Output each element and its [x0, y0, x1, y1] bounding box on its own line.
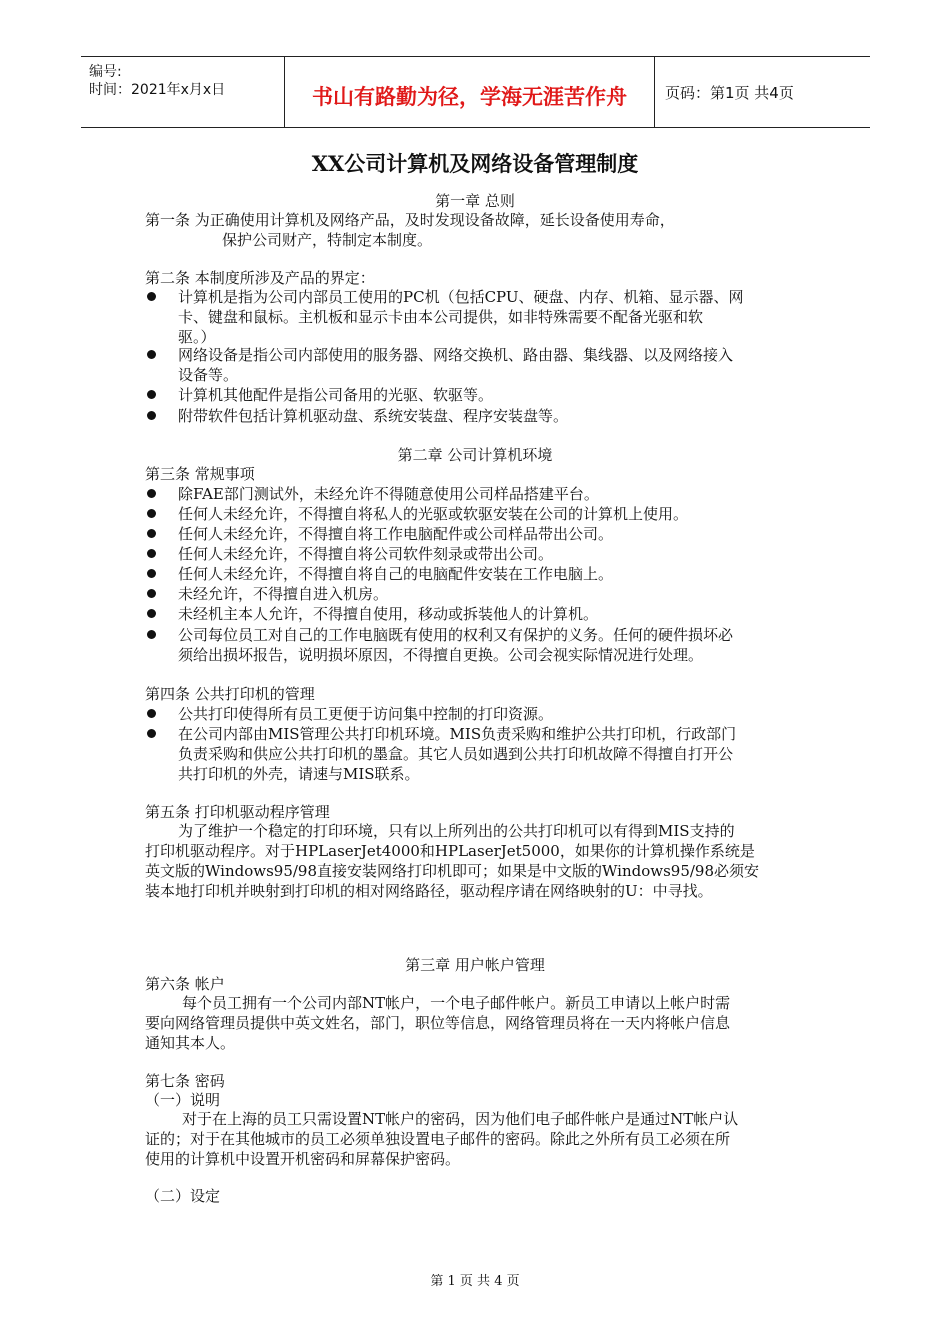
article-6: 第六条 帐户 — [145, 975, 225, 993]
list-item: 未经允许，不得擅自进入机房。 — [178, 585, 389, 603]
list-item-cont: 设备等。 — [178, 366, 239, 384]
bullet-icon — [147, 529, 156, 538]
bullet-icon — [147, 509, 156, 518]
bullet-icon — [147, 549, 156, 558]
header-motto-cell — [285, 57, 655, 127]
subsection-heading: （一）说明 — [145, 1091, 221, 1109]
chapter-2-heading: 第二章 公司计算机环境 — [397, 446, 553, 464]
article-1-cont: 保护公司财产，特制定本制度。 — [222, 231, 433, 249]
list-item: 计算机是指为公司内部员工使用的PC机（包括CPU、硬盘、内存、机箱、显示器、网 — [178, 288, 744, 306]
list-item-cont: 须给出损坏报告，说明损坏原因，不得擅自更换。公司会视实际情况进行处理。 — [178, 646, 704, 664]
paragraph-line: 打印机驱动程序。对于HPLaserJet4000和HPLaserJet5000，如果你的计算机操作系统是 — [145, 842, 755, 860]
article-5: 第五条 打印机驱动程序管理 — [145, 803, 330, 821]
list-item: 计算机其他配件是指公司备用的光驱、软驱等。 — [178, 386, 494, 404]
paragraph-line: 通知其本人。 — [145, 1034, 236, 1052]
header-page-info: 页码：第1页 共4页 — [665, 84, 794, 102]
bullet-icon — [147, 709, 156, 718]
paragraph-line: 证的；对于在其他城市的员工必须单独设置电子邮件的密码。除此之外所有员工必须在所 — [145, 1130, 731, 1148]
bullet-icon — [147, 589, 156, 598]
paragraph-line: 为了维护一个稳定的打印环境，只有以上所列出的公共打印机可以有得到MIS支持的 — [178, 822, 735, 840]
chapter-3-heading: 第三章 用户帐户管理 — [405, 956, 545, 974]
list-item: 除FAE部门测试外，未经允许不得随意使用公司样品搭建平台。 — [178, 485, 599, 503]
list-item: 在公司内部由MIS管理公共打印机环境。MIS负责采购和维护公共打印机，行政部门 — [178, 725, 737, 743]
document-header — [81, 56, 870, 128]
bullet-icon — [147, 729, 156, 738]
paragraph-line: 装本地打印机并映射到打印机的相对网络路径，驱动程序请在网络映射的U：中寻找。 — [145, 882, 713, 900]
list-item-cont: 卡、键盘和鼠标。主机板和显示卡由本公司提供，如非特殊需要不配备光驱和软 — [178, 308, 704, 326]
subsection-heading: （二）设定 — [145, 1187, 221, 1205]
chapter-1-heading: 第一章 总则 — [435, 192, 515, 210]
list-item-cont: 负责采购和供应公共打印机的墨盒。其它人员如遇到公共打印机故障不得擅自打开公 — [178, 745, 734, 763]
document-title: XX公司计算机及网络设备管理制度 — [311, 151, 639, 176]
list-item: 附带软件包括计算机驱动盘、系统安装盘、程序安装盘等。 — [178, 407, 569, 425]
list-item: 公司每位员工对自己的工作电脑既有使用的权利又有保护的义务。任何的硬件损坏必 — [178, 626, 734, 644]
paragraph-line: 使用的计算机中设置开机密码和屏幕保护密码。 — [145, 1150, 461, 1168]
paragraph-line: 英文版的Windows95/98直接安装网络打印机即可；如果是中文版的Windows95/98必须安 — [145, 862, 760, 880]
article-1: 第一条 为正确使用计算机及网络产品，及时发现设备故障，延长设备使用寿命， — [145, 211, 675, 229]
paragraph-line: 对于在上海的员工只需设置NT帐户的密码，因为他们电子邮件帐户是通过NT帐户认 — [182, 1110, 739, 1128]
article-2: 第二条 本制度所涉及产品的界定： — [145, 269, 375, 287]
article-4: 第四条 公共打印机的管理 — [145, 685, 315, 703]
bullet-icon — [147, 569, 156, 578]
list-item: 任何人未经允许，不得擅自将自己的电脑配件安装在工作电脑上。 — [178, 565, 614, 583]
bullet-icon — [147, 390, 156, 399]
list-item-cont: 共打印机的外壳，请速与MIS联系。 — [178, 765, 420, 783]
bullet-icon — [147, 292, 156, 301]
list-item: 网络设备是指公司内部使用的服务器、网络交换机、路由器、集线器、以及网络接入 — [178, 346, 734, 364]
document-time-label: 时间：2021年x月x日 — [89, 82, 226, 98]
article-3: 第三条 常规事项 — [145, 465, 255, 483]
document-number-label: 编号: — [89, 64, 122, 80]
header-motto: 书山有路勤为径，学海无涯苦作舟 — [312, 85, 627, 109]
bullet-icon — [147, 411, 156, 420]
page-footer: 第 1 页 共 4 页 — [430, 1274, 520, 1289]
list-item: 公共打印使得所有员工更便于访问集中控制的打印资源。 — [178, 705, 554, 723]
list-item: 任何人未经允许，不得擅自将工作电脑配件或公司样品带出公司。 — [178, 525, 614, 543]
bullet-icon — [147, 630, 156, 639]
bullet-icon — [147, 350, 156, 359]
list-item: 任何人未经允许，不得擅自将公司软件刻录或带出公司。 — [178, 545, 554, 563]
list-item: 未经机主本人允许，不得擅自使用，移动或拆装他人的计算机。 — [178, 605, 599, 623]
paragraph-line: 要向网络管理员提供中英文姓名，部门，职位等信息，网络管理员将在一天内将帐户信息 — [145, 1014, 731, 1032]
paragraph-line: 每个员工拥有一个公司内部NT帐户，一个电子邮件帐户。新员工申请以上帐户时需 — [182, 994, 731, 1012]
list-item-cont: 驱。） — [178, 328, 216, 346]
bullet-icon — [147, 609, 156, 618]
bullet-icon — [147, 489, 156, 498]
list-item: 任何人未经允许，不得擅自将私人的光驱或软驱安装在公司的计算机上使用。 — [178, 505, 689, 523]
header-page-cell — [655, 57, 870, 127]
article-7: 第七条 密码 — [145, 1072, 225, 1090]
header-meta-cell — [81, 57, 285, 127]
